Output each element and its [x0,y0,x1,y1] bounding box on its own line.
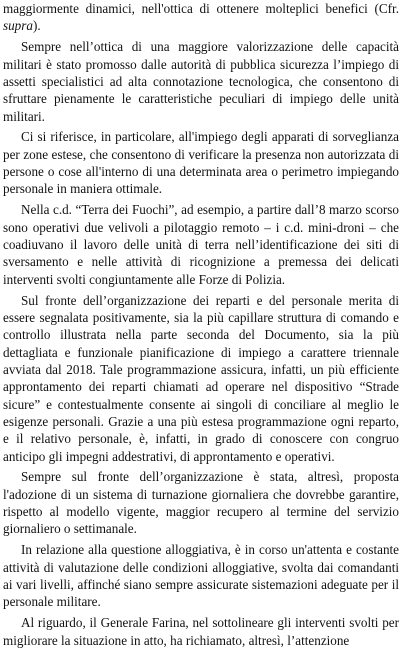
paragraph-5 [3,292,399,465]
paragraph-1 [3,0,399,35]
paragraph-2-text: Sempre nell’ottica di una maggiore valorizzazione delle capacità militari è stato promosso dalle autorità di pubblica sicurezza l’impiego di assetti specialistici ad alta connotazione tecnologica, che consentono di sfruttare pienamente le caratteristiche peculiari di impiego delle unità militari. [3,39,399,124]
paragraph-2 [3,38,399,125]
paragraph-7-text: In relazione alla questione alloggiativa, è in corso un'attenta e costante attività di valutazione delle condizioni alloggiative, svolta dai comandanti ai vari livelli, affinché siano sempre assicurate sistemazioni adeguate per il personale militare. [3,542,399,610]
paragraph-1-text-a: maggiormente dinamici, nell'ottica di ottenere molteplici benefici (Cfr. [3,1,399,16]
paragraph-3 [3,128,399,197]
paragraph-3-text: Ci si riferisce, in particolare, all'impiego degli apparati di sorveglianza per zone estese, che consentono di verificare la presenza non autorizzata di persone o cose all'interno di una determinata area o perimetro impiegando personale in maniera ottimale. [3,129,399,197]
paragraph-8-text: Al riguardo, il Generale Farina, nel sottolineare gli interventi svolti per migliorare la situazione in atto, ha richiamato, altresì, l’attenzione [3,615,399,648]
paragraph-8 [3,614,399,649]
paragraph-5-text: Sul fronte dell’organizzazione dei reparti e del personale merita di essere segnalata positivamente, sia la più capillare struttura di comando e controllo illustrata nella parte seconda del Documento, sia la più dettagliata e funzionale pianificazione di impiego a carattere triennale avviata dal 2018. Tale programmazione assicura, infatti, un più efficiente approntamento dei reparti chiamati ad operare nel dispositivo “Strade sicure” e contestualmente consente ai singoli di conciliare al meglio le esigenze personali. Grazie a una più estesa programmazione ogni reparto, e il relativo personale, è, infatti, in grado di conoscere con congruo anticipo gli impegni addestrativi, di approntamento e operativi. [3,292,399,464]
paragraph-6 [3,468,399,537]
paragraph-4 [3,201,399,288]
paragraph-1-text-supra: supra [3,18,33,34]
paragraph-6-text: Sempre sul fronte dell’organizzazione è stata, altresì, proposta l'adozione di un sistema di turnazione giornaliera che dovrebbe garantire, rispetto al modello vigente, maggior recupero al termine del servizio giornaliero o settimanale. [3,469,399,537]
paragraph-4-text: Nella c.d. “Terra dei Fuochi”, ad esempio, a partire dall’8 marzo scorso sono operativi due velivoli a pilotaggio remoto – i c.d. mini-droni – che coadiuvano il lavoro delle unità di terra nell’identificazione dei siti di sversamento e nelle attività di ricognizione a premessa dei delicati interventi svolti congiuntamente alle Forze di Polizia. [3,202,399,287]
paragraph-7 [3,541,399,610]
paragraph-1-text-c: ). [32,18,41,34]
document-page [3,0,399,652]
